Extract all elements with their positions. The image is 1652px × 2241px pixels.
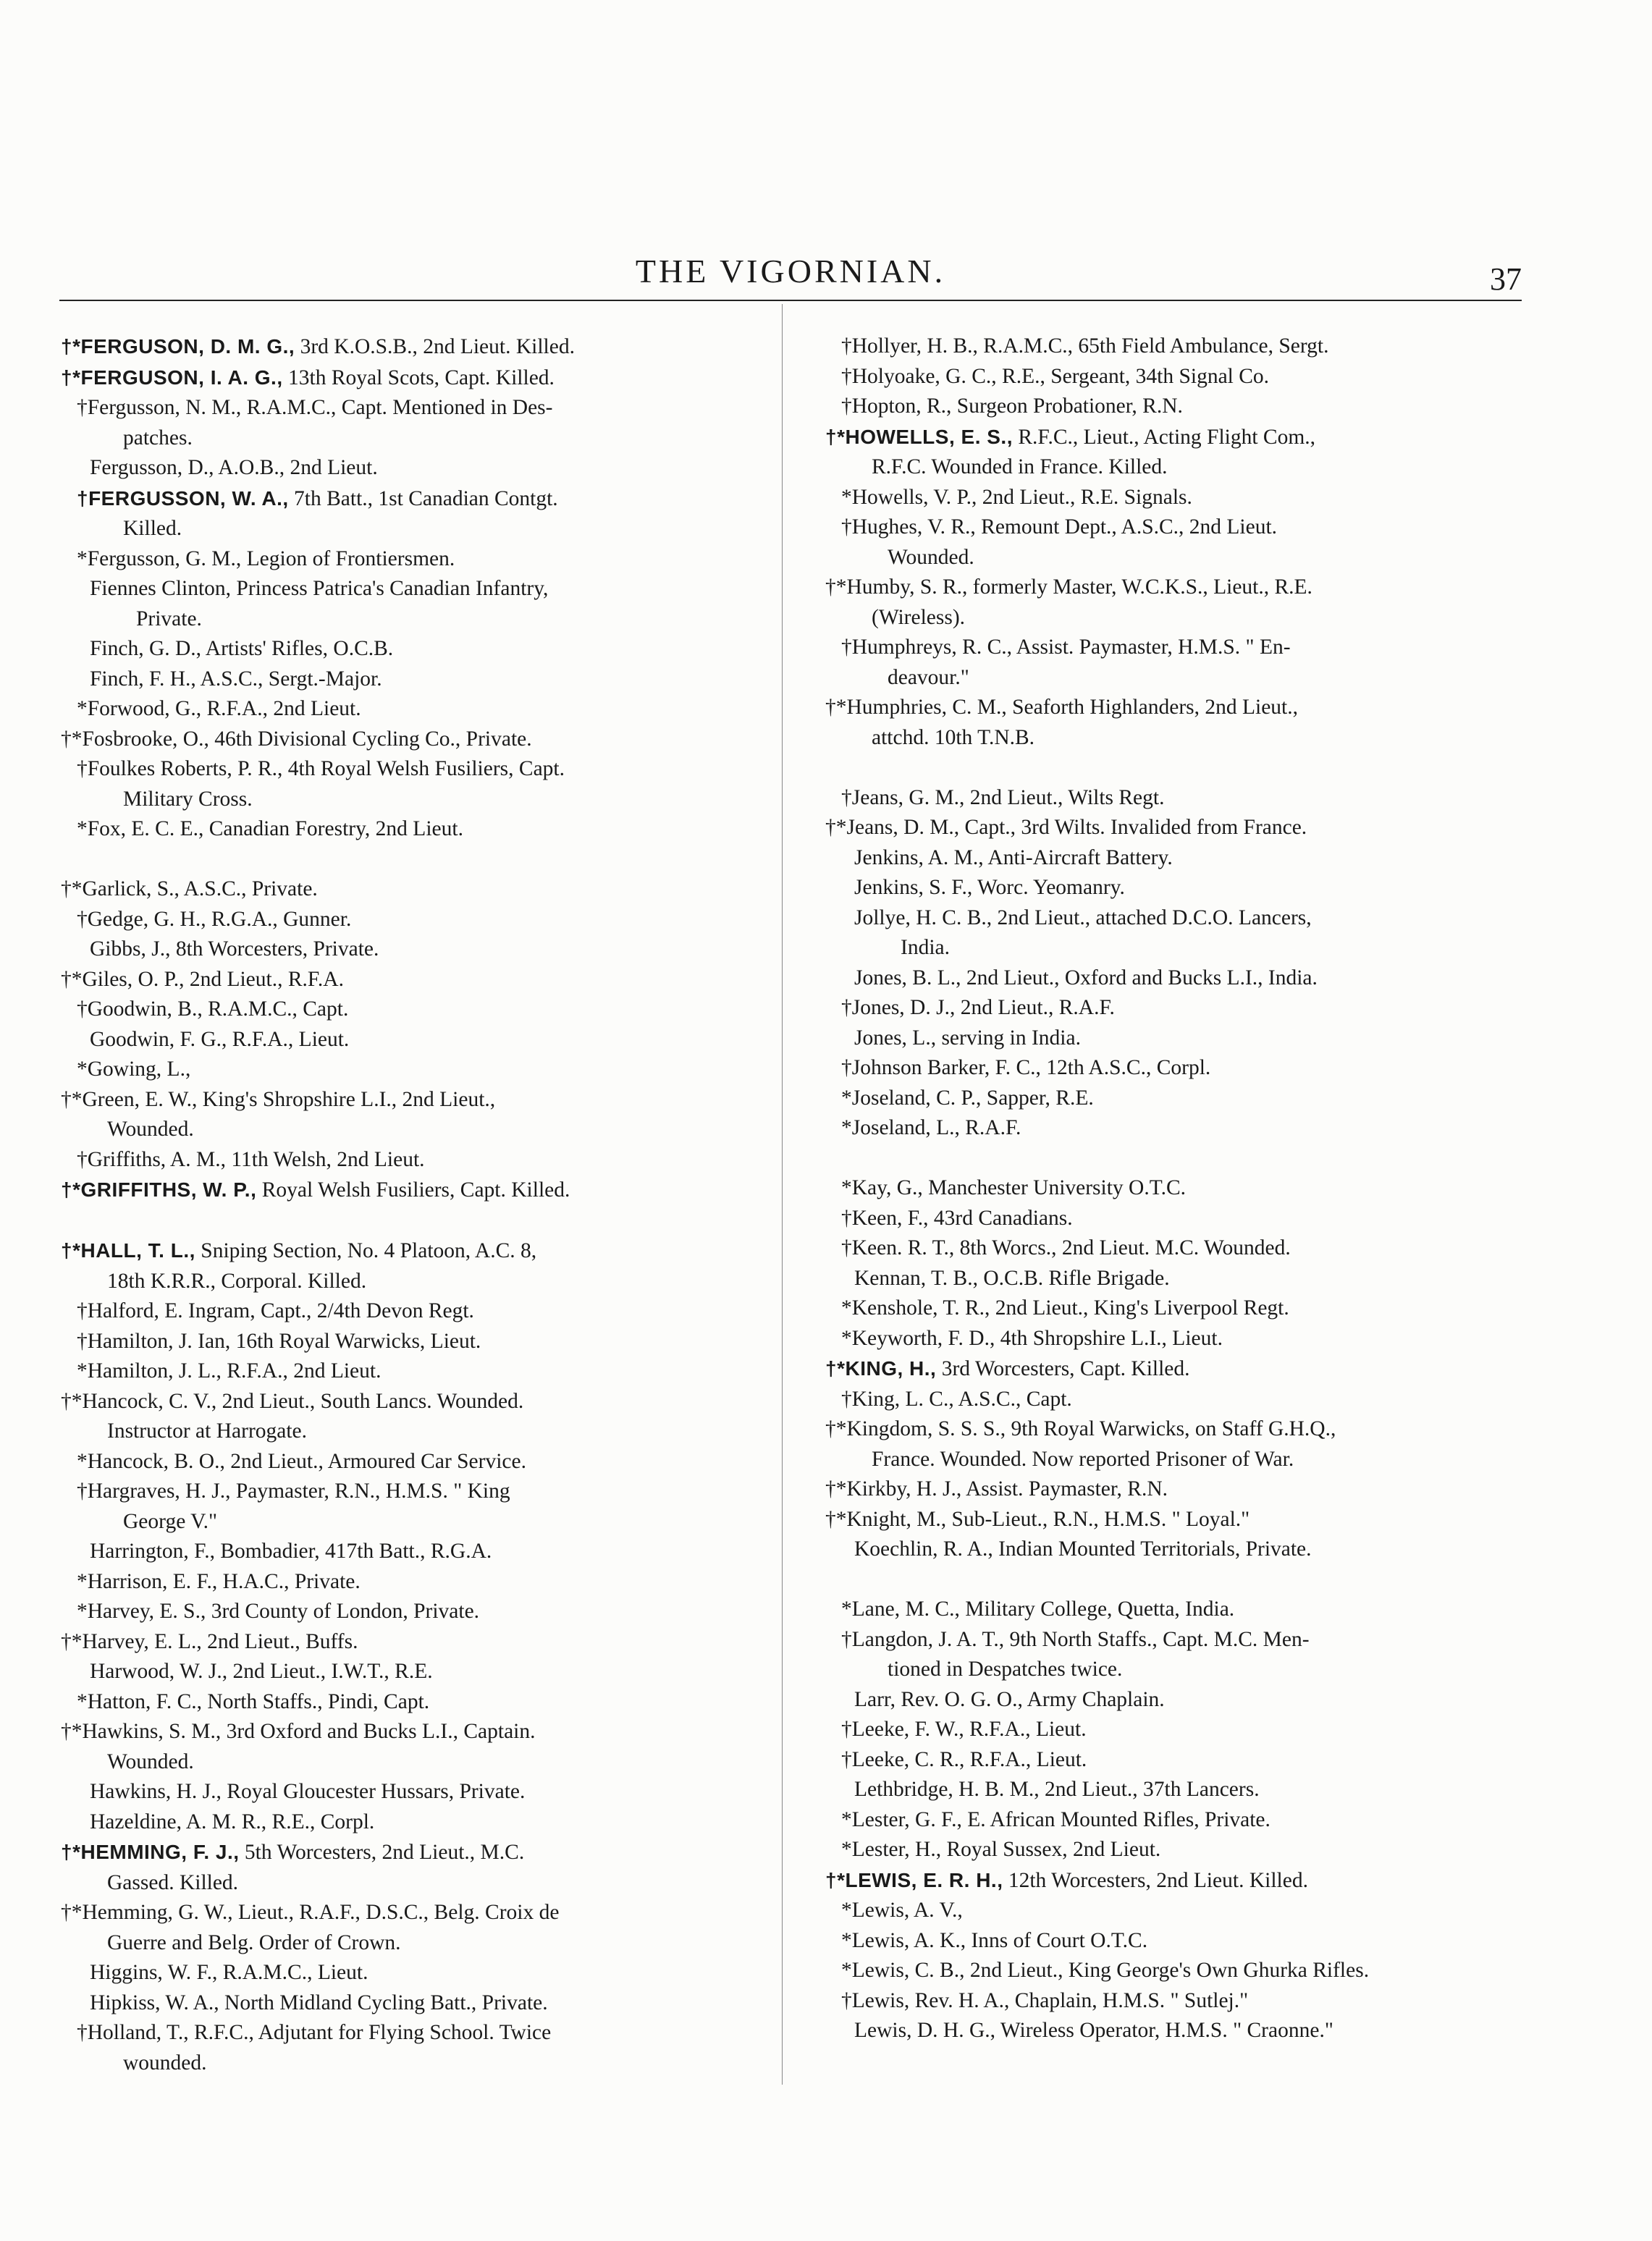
entry-line: †Goodwin, B., R.A.M.C., Capt.	[77, 997, 349, 1021]
roll-entry	[61, 1837, 756, 1898]
roll-entry	[825, 1805, 1520, 1836]
roll-entry	[825, 693, 1520, 753]
roll-entry	[61, 332, 756, 363]
roll-entry	[825, 1685, 1520, 1715]
roll-entry	[61, 1327, 756, 1357]
roll-entry	[825, 1024, 1520, 1054]
roll-entry	[825, 392, 1520, 422]
entry-line: †Hollyer, H. B., R.A.M.C., 65th Field Ambulance, Sergt.	[841, 334, 1329, 358]
entry-continuation: Wounded.	[888, 545, 974, 569]
roll-entry	[61, 1025, 756, 1055]
roll-entry	[61, 1807, 756, 1838]
roll-entry	[61, 1175, 756, 1206]
roll-name-bold: †*LEWIS, E. R. H.,	[825, 1868, 1003, 1891]
entry-line: *Keyworth, F. D., 4th Shropshire L.I., Lieut.	[841, 1326, 1223, 1350]
entry-line: Finch, G. D., Artists' Rifles, O.C.B.	[90, 637, 394, 660]
roll-entry	[825, 1775, 1520, 1805]
entry-line: Harrington, F., Bombadier, 417th Batt., R.G.A.	[90, 1540, 492, 1563]
roll-entry	[61, 664, 756, 695]
section-gap	[825, 1565, 1520, 1595]
entry-line: Fiennes Clinton, Princess Patrica's Canadian Infantry,	[90, 577, 549, 600]
entry-continuation: Private.	[136, 607, 202, 630]
entry-line: †Holland, T., R.F.C., Adjutant for Flying School. Twice	[77, 2021, 552, 2044]
roll-entry	[61, 1777, 756, 1807]
entry-line: †Hargraves, H. J., Paymaster, R.N., H.M.S. " King	[77, 1480, 510, 1503]
roll-entry	[61, 1717, 756, 1777]
entry-line: †*Harvey, E. L., 2nd Lieut., Buffs.	[61, 1629, 358, 1653]
roll-entry	[61, 725, 756, 755]
entry-continuation: (Wireless).	[872, 605, 966, 629]
entry-line: Lewis, D. H. G., Wireless Operator, H.M.S. " Craonne."	[854, 2019, 1333, 2042]
entry-continuation: India.	[901, 936, 950, 959]
roll-entry	[825, 633, 1520, 693]
roll-entry	[61, 1958, 756, 1988]
roll-entry	[61, 1657, 756, 1687]
entry-line: †Foulkes Roberts, P. R., 4th Royal Welsh Fusiliers, Capt.	[77, 757, 565, 780]
entry-line: *Lester, H., Royal Sussex, 2nd Lieut.	[841, 1838, 1161, 1861]
entry-continuation: France. Wounded. Now reported Prisoner of War.	[872, 1447, 1294, 1471]
section-gap	[825, 1144, 1520, 1174]
entry-line: *Lane, M. C., Military College, Quetta, India.	[841, 1598, 1235, 1621]
entry-line: †Fergusson, N. M., R.A.M.C., Capt. Mentioned in Des-	[77, 396, 553, 419]
left-column	[61, 332, 756, 2078]
entry-continuation: Wounded.	[107, 1750, 194, 1773]
roll-entry	[825, 1986, 1520, 2017]
roll-entry	[825, 1865, 1520, 1896]
header-rule	[59, 300, 1522, 301]
roll-entry	[825, 1625, 1520, 1685]
entry-continuation: wounded.	[123, 2051, 207, 2075]
roll-entry	[61, 484, 756, 544]
roll-entry	[61, 634, 756, 664]
entry-line: *Kay, G., Manchester University O.T.C.	[841, 1176, 1186, 1199]
roll-entry	[825, 1535, 1520, 1565]
roll-entry	[61, 2018, 756, 2078]
entry-line: †*Fosbrooke, O., 46th Divisional Cycling Co., Private.	[61, 727, 532, 751]
entry-continuation: Instructor at Harrogate.	[107, 1419, 308, 1443]
roll-name-bold: †*FERGUSON, I. A. G.,	[61, 366, 283, 389]
entry-continuation: Guerre and Belg. Order of Crown.	[107, 1930, 401, 1954]
roll-entry	[61, 965, 756, 995]
entry-continuation: Wounded.	[107, 1118, 194, 1141]
entry-continuation: Military Cross.	[123, 787, 253, 811]
entry-continuation: Killed.	[123, 517, 182, 540]
roll-entry	[61, 1296, 756, 1327]
roll-entry	[825, 422, 1520, 483]
entry-line: †King, L. C., A.S.C., Capt.	[841, 1387, 1072, 1411]
entry-line: Goodwin, F. G., R.F.A., Lieut.	[90, 1027, 350, 1051]
roll-name-bold: †FERGUSSON, W. A.,	[77, 486, 289, 510]
roll-entry	[61, 874, 756, 905]
entry-line: Hawkins, H. J., Royal Gloucester Hussars, Private.	[90, 1780, 526, 1803]
roll-name-bold: †*HALL, T. L.,	[61, 1239, 195, 1262]
entry-line: Jones, B. L., 2nd Lieut., Oxford and Bucks L.I., India.	[854, 966, 1318, 989]
entry-line: †Hopton, R., Surgeon Probationer, R.N.	[841, 394, 1183, 418]
entry-line: Jones, L., serving in India.	[854, 1026, 1081, 1050]
roll-entry	[825, 1293, 1520, 1324]
roll-entry	[61, 574, 756, 634]
entry-line: *Harvey, E. S., 3rd County of London, Private.	[77, 1600, 480, 1623]
entry-line: †*Green, E. W., King's Shropshire L.I., 2nd Lieut.,	[61, 1087, 496, 1111]
entry-line: †Gedge, G. H., R.G.A., Gunner.	[77, 907, 352, 931]
entry-line: *Joseland, C. P., Sapper, R.E.	[841, 1086, 1094, 1110]
roll-entry	[825, 1835, 1520, 1865]
entry-line: *Fergusson, G. M., Legion of Frontiersmen.	[77, 546, 455, 570]
roll-entry	[61, 1145, 756, 1176]
entry-continuation: patches.	[123, 426, 193, 450]
entry-line: †Jones, D. J., 2nd Lieut., R.A.F.	[841, 996, 1115, 1019]
entry-line: Jenkins, S. F., Worc. Yeomanry.	[854, 876, 1125, 899]
entry-line: †*Humby, S. R., formerly Master, W.C.K.S., Lieut., R.E.	[825, 575, 1312, 599]
entry-continuation: deavour."	[888, 665, 969, 689]
page-number: 37	[1490, 261, 1522, 297]
roll-entry	[825, 1505, 1520, 1535]
entry-line: *Howells, V. P., 2nd Lieut., R.E. Signals.	[841, 485, 1192, 509]
roll-name-bold: †*FERGUSON, D. M. G.,	[61, 335, 295, 358]
section-gap	[825, 753, 1520, 783]
roll-entry	[61, 393, 756, 453]
column-divider	[782, 304, 783, 2085]
roll-entry	[61, 1898, 756, 1958]
roll-entry	[825, 1113, 1520, 1144]
roll-entry	[825, 512, 1520, 573]
roll-entry	[825, 1414, 1520, 1474]
entry-line: *Forwood, G., R.F.A., 2nd Lieut.	[77, 697, 361, 720]
roll-entry	[825, 1264, 1520, 1294]
entry-line: Lethbridge, H. B. M., 2nd Lieut., 37th Lancers.	[854, 1778, 1260, 1801]
roll-entry	[825, 1324, 1520, 1354]
entry-line: *Lewis, A. K., Inns of Court O.T.C.	[841, 1928, 1148, 1952]
roll-entry	[825, 1053, 1520, 1084]
entry-line: †*Hemming, G. W., Lieut., R.A.F., D.S.C., Belg. Croix de	[61, 1901, 560, 1924]
roll-entry	[825, 1354, 1520, 1385]
entry-continuation: 18th K.R.R., Corporal. Killed.	[107, 1269, 367, 1293]
roll-entry	[61, 995, 756, 1025]
roll-entry	[825, 573, 1520, 633]
roll-entry	[61, 1537, 756, 1567]
entry-line: †Johnson Barker, F. C., 12th A.S.C., Corpl.	[841, 1056, 1211, 1079]
entry-line: †Langdon, J. A. T., 9th North Staffs., Capt. M.C. Men-	[841, 1627, 1310, 1651]
roll-entry	[825, 963, 1520, 994]
roll-entry	[825, 1204, 1520, 1234]
entry-line: †Hughes, V. R., Remount Dept., A.S.C., 2nd Lieut.	[841, 515, 1278, 539]
entry-line: †*Hawkins, S. M., 3rd Oxford and Bucks L.I., Captain.	[61, 1720, 536, 1743]
roll-entry	[825, 843, 1520, 874]
roll-entry	[61, 544, 756, 575]
entry-line: *Hancock, B. O., 2nd Lieut., Armoured Car Service.	[77, 1449, 526, 1473]
entry-line: *Gowing, L.,	[77, 1058, 191, 1081]
roll-entry	[61, 453, 756, 484]
section-gap	[61, 1206, 756, 1236]
entry-line: Fergusson, D., A.O.B., 2nd Lieut.	[90, 456, 378, 479]
entry-line: †Halford, E. Ingram, Capt., 2/4th Devon Regt.	[77, 1299, 474, 1322]
entry-line: †Keen, F., 43rd Canadians.	[841, 1206, 1073, 1230]
entry-line: Finch, F. H., A.S.C., Sergt.-Major.	[90, 667, 382, 691]
entry-line: †*KING, H., 3rd Worcesters, Capt. Killed.	[825, 1357, 1190, 1380]
entry-line: †Humphreys, R. C., Assist. Paymaster, H.M.S. " En-	[841, 636, 1291, 659]
roll-name-bold: †*KING, H.,	[825, 1357, 937, 1380]
roll-entry	[825, 1474, 1520, 1505]
entry-line: †*Hancock, C. V., 2nd Lieut., South Lancs. Wounded.	[61, 1389, 524, 1413]
entry-line: †*FERGUSON, D. M. G., 3rd K.O.S.B., 2nd Lieut. Killed.	[61, 335, 575, 358]
page-header	[59, 246, 1522, 304]
roll-name-bold: †*GRIFFITHS, W. P.,	[61, 1178, 257, 1201]
entry-line: †Griffiths, A. M., 11th Welsh, 2nd Lieut.	[77, 1147, 425, 1171]
section-gap	[61, 845, 756, 875]
roll-entry	[825, 993, 1520, 1024]
roll-entry	[61, 1447, 756, 1477]
roll-entry	[61, 1356, 756, 1387]
roll-entry	[825, 483, 1520, 513]
entry-line: †*HALL, T. L., Sniping Section, No. 4 Platoon, A.C. 8,	[61, 1239, 537, 1262]
roll-entry	[825, 2016, 1520, 2046]
entry-line: †FERGUSSON, W. A., 7th Batt., 1st Canadian Contgt.	[77, 486, 558, 510]
roll-entry	[61, 754, 756, 814]
entry-line: Jollye, H. C. B., 2nd Lieut., attached D.C.O. Lancers,	[854, 906, 1312, 929]
entry-line: *Harrison, E. F., H.A.C., Private.	[77, 1569, 361, 1593]
entry-line: †*GRIFFITHS, W. P., Royal Welsh Fusiliers, Capt. Killed.	[61, 1178, 570, 1202]
entry-line: †*HEMMING, F. J., 5th Worcesters, 2nd Lieut., M.C.	[61, 1841, 525, 1864]
roll-entry	[61, 1988, 756, 2019]
roll-entry	[825, 1956, 1520, 1986]
entry-line: †*Humphries, C. M., Seaforth Highlanders, 2nd Lieut.,	[825, 696, 1299, 719]
entry-line: †Holyoake, G. C., R.E., Sergeant, 34th Signal Co.	[841, 364, 1270, 388]
entry-line: †Jeans, G. M., 2nd Lieut., Wilts Regt.	[841, 785, 1165, 809]
entry-continuation: R.F.C. Wounded in France. Killed.	[872, 455, 1168, 478]
roll-entry	[825, 362, 1520, 392]
roll-entry	[61, 1236, 756, 1296]
entry-line: †Leeke, C. R., R.F.A., Lieut.	[841, 1747, 1087, 1771]
entry-line: Harwood, W. J., 2nd Lieut., I.W.T., R.E.	[90, 1660, 433, 1683]
roll-entry	[825, 1084, 1520, 1114]
roll-entry	[61, 814, 756, 845]
entry-line: Hazeldine, A. M. R., R.E., Corpl.	[90, 1810, 375, 1833]
entry-line: †*Knight, M., Sub-Lieut., R.N., H.M.S. " Loyal."	[825, 1507, 1250, 1531]
journal-title: THE VIGORNIAN.	[635, 253, 946, 290]
entry-line: Higgins, W. F., R.A.M.C., Lieut.	[90, 1961, 368, 1984]
entry-line: Gibbs, J., 8th Worcesters, Private.	[90, 937, 379, 961]
entry-line: *Kenshole, T. R., 2nd Lieut., King's Liverpool Regt.	[841, 1296, 1289, 1320]
roll-entry	[61, 1627, 756, 1658]
entry-line: Jenkins, A. M., Anti-Aircraft Battery.	[854, 845, 1173, 869]
roll-entry	[61, 1597, 756, 1627]
entry-line: †Lewis, Rev. H. A., Chaplain, H.M.S. " Sutlej."	[841, 1988, 1249, 2012]
roll-entry	[825, 1896, 1520, 1926]
entry-continuation: Gassed. Killed.	[107, 1870, 239, 1894]
roll-entry	[825, 1385, 1520, 1415]
entry-line: †*Kirkby, H. J., Assist. Paymaster, R.N.	[825, 1477, 1168, 1501]
roll-name-bold: †*HOWELLS, E. S.,	[825, 425, 1013, 448]
roll-entry	[825, 1715, 1520, 1745]
roll-entry	[825, 1595, 1520, 1625]
entry-line: *Lester, G. F., E. African Mounted Rifles, Private.	[841, 1807, 1270, 1831]
roll-entry	[825, 903, 1520, 963]
roll-entry	[61, 934, 756, 965]
entry-line: *Hatton, F. C., North Staffs., Pindi, Capt.	[77, 1689, 430, 1713]
roll-entry	[825, 1173, 1520, 1204]
entry-line: *Joseland, L., R.A.F.	[841, 1116, 1021, 1139]
roll-entry	[825, 332, 1520, 362]
roll-entry	[61, 1567, 756, 1598]
entry-line: Kennan, T. B., O.C.B. Rifle Brigade.	[854, 1266, 1170, 1290]
entry-line: †*Jeans, D. M., Capt., 3rd Wilts. Invalided from France.	[825, 816, 1307, 839]
entry-line: †*LEWIS, E. R. H., 12th Worcesters, 2nd Lieut. Killed.	[825, 1868, 1308, 1892]
roll-entry	[61, 1085, 756, 1145]
entry-line: †Leeke, F. W., R.F.A., Lieut.	[841, 1718, 1087, 1741]
entry-continuation: attchd. 10th T.N.B.	[872, 725, 1035, 749]
roll-entry	[825, 873, 1520, 903]
entry-line: *Lewis, C. B., 2nd Lieut., King George's Own Ghurka Rifles.	[841, 1959, 1370, 1982]
roll-entry	[825, 1233, 1520, 1264]
entry-continuation: George V."	[123, 1509, 218, 1533]
roll-name-bold: †*HEMMING, F. J.,	[61, 1841, 240, 1863]
roll-entry	[825, 783, 1520, 814]
entry-line: Koechlin, R. A., Indian Mounted Territorials, Private.	[854, 1537, 1312, 1561]
entry-line: †*Giles, O. P., 2nd Lieut., R.F.A.	[61, 967, 344, 991]
entry-line: Larr, Rev. O. G. O., Army Chaplain.	[854, 1687, 1165, 1711]
entry-line: *Hamilton, J. L., R.F.A., 2nd Lieut.	[77, 1359, 382, 1383]
entry-line: †Hamilton, J. Ian, 16th Royal Warwicks, Lieut.	[77, 1329, 481, 1353]
roll-entry	[825, 813, 1520, 843]
entry-line: Hipkiss, W. A., North Midland Cycling Batt., Private.	[90, 1991, 548, 2014]
entry-line: *Lewis, A. V.,	[841, 1899, 963, 1922]
entry-line: †*Garlick, S., A.S.C., Private.	[61, 877, 318, 900]
roll-entry	[61, 1477, 756, 1537]
entry-continuation: tioned in Despatches twice.	[888, 1658, 1123, 1681]
right-column	[825, 332, 1520, 2046]
entry-line: *Fox, E. C. E., Canadian Forestry, 2nd Lieut.	[77, 817, 463, 840]
roll-entry	[61, 1687, 756, 1718]
roll-entry	[61, 694, 756, 725]
entry-line: †*HOWELLS, E. S., R.F.C., Lieut., Acting Flight Com.,	[825, 425, 1316, 449]
entry-line: †*FERGUSON, I. A. G., 13th Royal Scots, Capt. Killed.	[61, 366, 555, 389]
entry-line: †*Kingdom, S. S. S., 9th Royal Warwicks, on Staff G.H.Q.,	[825, 1417, 1336, 1440]
entry-line: †Keen. R. T., 8th Worcs., 2nd Lieut. M.C. Wounded.	[841, 1236, 1291, 1259]
roll-entry	[825, 1926, 1520, 1957]
roll-entry	[61, 363, 756, 394]
roll-entry	[61, 1055, 756, 1085]
roll-entry	[61, 905, 756, 935]
roll-entry	[825, 1745, 1520, 1776]
roll-entry	[61, 1387, 756, 1447]
